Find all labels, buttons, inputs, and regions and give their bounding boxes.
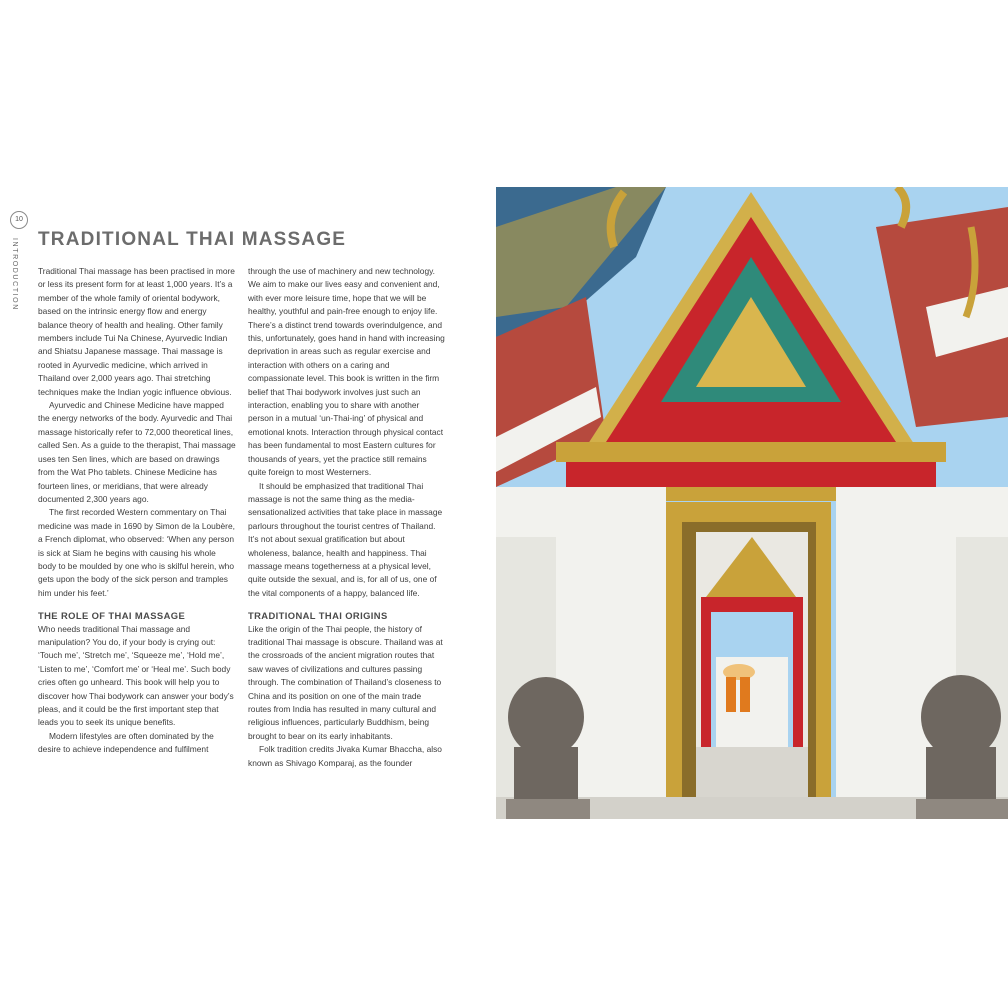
paragraph: Folk tradition credits Jivaka Kumar Bhaccha, also known as Shivago Komparaj, as the founder <box>248 744 442 768</box>
section-heading: THE ROLE OF THAI MASSAGE <box>38 610 186 622</box>
paragraph: It should be emphasized that traditional Thai massage is not the same thing as the media-sensationalized activities that take place in massage parlours throughout the tourist centres of Thailand. It’s not about sexual gratification but about wholeness, balance, health and happiness. Thai massage means togetherness at a physical level, quite outside the sexual, and is, for all of us, one of the vital components of a happy, balanced life. <box>248 480 443 598</box>
page-title: TRADITIONAL THAI MASSAGE <box>38 229 347 250</box>
text-column-left <box>38 265 236 757</box>
paragraph: Traditional Thai massage has been practised in more or less its present form for at least 1,000 years. It’s a member of the whole family of oriental bodywork, based on the intrinsic energy flow and energy balance theory of health and healing. Other family members include Tui Na Chinese, Ayurvedic Indian and Shiatsu Japanese massage. Thai massage is rooted in Ayurvedic medicine, which arrived in Thailand over 2,000 years ago. Thai stretching techniques make the Indian yogic influence obvious. <box>38 266 235 397</box>
section-heading: TRADITIONAL THAI ORIGINS <box>248 610 388 622</box>
page-number: 10 <box>10 211 28 229</box>
temple-gate-photo <box>496 187 1008 819</box>
paragraph: Modern lifestyles are often dominated by the desire to achieve independence and fulfilment <box>38 730 214 755</box>
paragraph: Ayurvedic and Chinese Medicine have mapped the energy networks of the body. Ayurvedic and Thai massage historically refer to 72,000 theoretical lines, called Sen. As a guide to the therapist, Thai massage uses ten Sen lines, which are based on drawings from the Wat Pho tablets. Chinese Medicine has fourteen lines, or meridians, that were already documented 2,300 years ago. <box>38 400 236 504</box>
section-label: INTRODUCTION <box>11 238 18 311</box>
paragraph: Who needs traditional Thai massage and manipulation? You do, if your body is crying out: ‘Touch me’, ‘Stretch me’, ‘Squeeze me’, ‘Hold me’, ‘Listen to me’, ‘Comfort me’ or ‘Heal me’. Such body cries often go unheard. This book will help you to discover how Thai bodywork can answer your body’s pleas, and it could be the first important step that leads you to seek its unique benefits. <box>38 623 234 728</box>
paragraph: through the use of machinery and new technology. We aim to make our lives easy and convenient and, with ever more leisure time, hope that we will be healthy, youthful and pain-free enough to enjoy life. There’s a distinct trend towards overindulgence, and this, unfortunately, goes hand in hand with increasing deprivation in areas such as regular exercise and interaction with others on a caring and compassionate level. This book is written in the firm belief that Thai bodywork involves just such an interaction, enabling you to share with another person in a mutual ‘un-Thai-ing’ of physical and emotional knots. Interaction through physical contact has been fundamental to most Eastern cultures for thousands of years, yet the practice still remains quite foreign to most Westerners. <box>248 266 445 478</box>
text-column-right <box>248 265 446 770</box>
paragraph: Like the origin of the Thai people, the history of traditional Thai massage is obscure. Thailand was at the crossroads of the ancient migration routes that saw waves of civilizations and cultures passing through. The combination of Thailand’s closeness to China and its position on one of the main trade routes from India has resulted in many cultural and religious influences, particularly Buddhism, being brought to bear on its early inhabitants. <box>248 623 443 741</box>
paragraph: The first recorded Western commentary on Thai medicine was made in 1690 by Simon de la Loubère, a French diplomat, who observed: ‘When any person is sick at Siam he begins with causing his whole body to be moulded by one who is skilful herein, who gets upon the body of the sick person and tramples him under his feet.’ <box>38 507 235 598</box>
